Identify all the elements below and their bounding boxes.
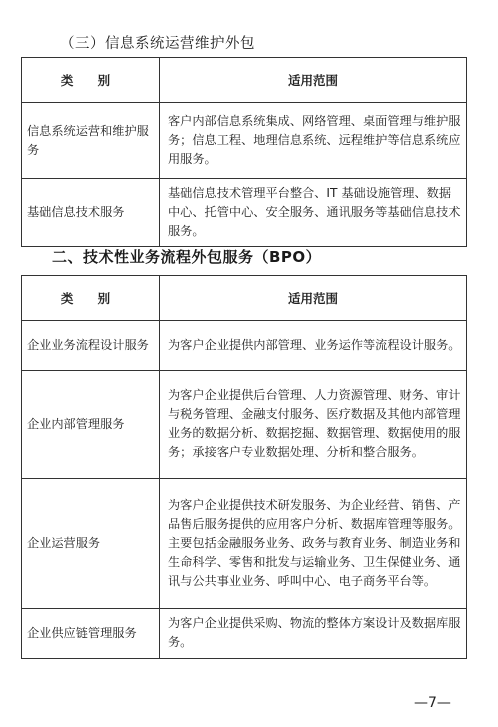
- row-scope: 为客户企业提供内部管理、业务运作等流程设计服务。: [160, 321, 467, 371]
- row-scope: 为客户企业提供采购、物流的整体方案设计及数据库服务。: [160, 609, 467, 659]
- table-row: [22, 479, 467, 609]
- table-row: [22, 103, 467, 179]
- table-header-row: [22, 276, 467, 321]
- row-category: 信息系统运营和维护服务: [22, 103, 160, 179]
- row-category: 基础信息技术服务: [22, 179, 160, 247]
- header-scope: 适用范围: [160, 276, 467, 321]
- table-row: [22, 321, 467, 371]
- table-header-row: [22, 58, 467, 103]
- table-row: [22, 371, 467, 479]
- table-row: [22, 609, 467, 659]
- table-row: [22, 179, 467, 247]
- row-category: 企业供应链管理服务: [22, 609, 160, 659]
- table-it-maintenance: [21, 57, 467, 247]
- row-scope: 客户内部信息系统集成、网络管理、桌面管理与维护服务；信息工程、地理信息系统、远程维护等信息系统应用服务。: [160, 103, 467, 179]
- row-scope: 基础信息技术管理平台整合、IT 基础设施管理、数据中心、托管中心、安全服务、通讯服务等基础信息技术服务。: [160, 179, 467, 247]
- row-category: 企业业务流程设计服务: [22, 321, 160, 371]
- row-scope: 为客户企业提供技术研发服务、为企业经营、销售、产品售后服务提供的应用客户分析、数据库管理等服务。主要包括金融服务业务、政务与教育业务、制造业务和生命科学、零售和批发与运输业务、卫生保健业务、通讯与公共事业业务、呼叫中心、电子商务平台等。: [160, 479, 467, 609]
- page-number: —7—: [414, 695, 451, 711]
- section-heading-bpo: 二、技术性业务流程外包服务（BPO）: [52, 248, 322, 266]
- table-bpo: [21, 275, 467, 659]
- section-heading-outsourcing-maintenance: （三）信息系统运营维护外包: [60, 36, 255, 52]
- header-category: 类 别: [22, 58, 160, 103]
- row-category: 企业运营服务: [22, 479, 160, 609]
- row-category: 企业内部管理服务: [22, 371, 160, 479]
- header-category: 类 别: [22, 276, 160, 321]
- row-scope: 为客户企业提供后台管理、人力资源管理、财务、审计与税务管理、金融支付服务、医疗数据及其他内部管理业务的数据分析、数据挖掘、数据管理、数据使用的服务；承接客户专业数据处理、分析和整合服务。: [160, 371, 467, 479]
- header-scope: 适用范围: [160, 58, 467, 103]
